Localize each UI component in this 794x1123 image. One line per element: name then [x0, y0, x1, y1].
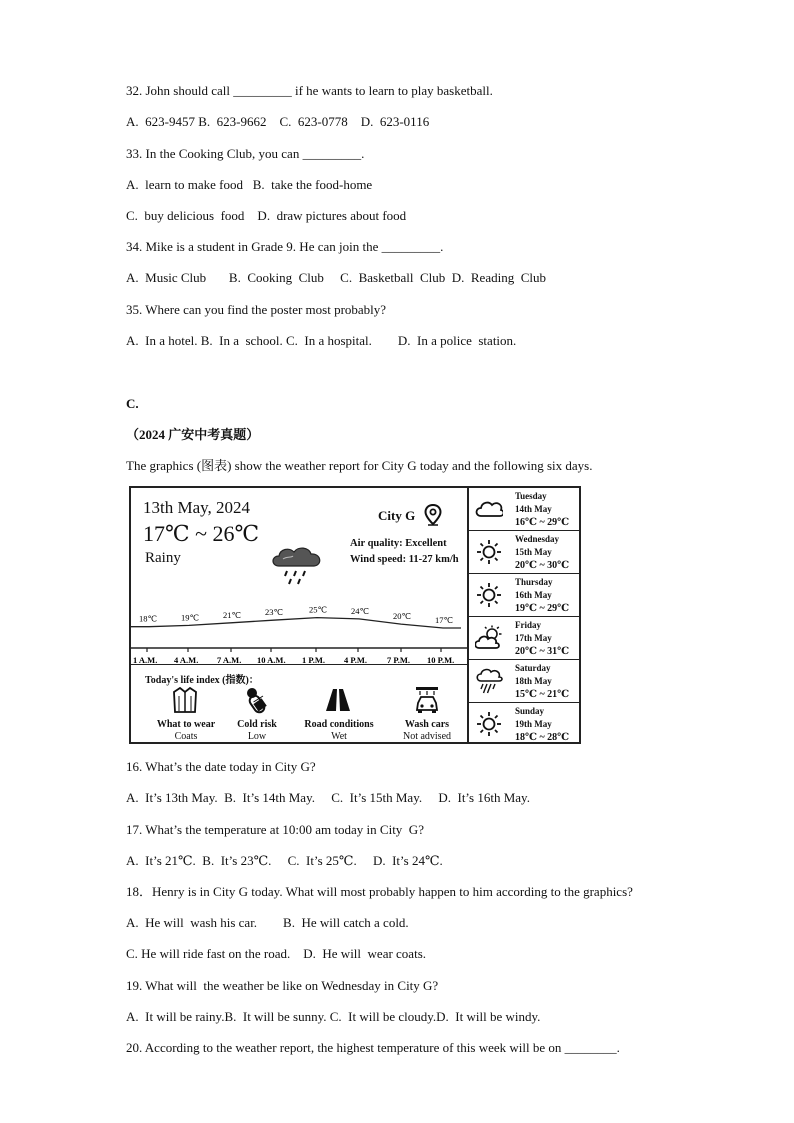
question-34: 34. Mike is a student in Grade 9. He can join the _________. — [126, 239, 444, 254]
sunny-icon — [475, 711, 503, 737]
life-index-label: Cold risk — [237, 719, 277, 730]
forecast-date: 19th May — [515, 719, 552, 729]
forecast-day-name: Tuesday — [515, 491, 547, 501]
question-19: 19. What will the weather be like on Wednesday in City G? — [126, 978, 439, 993]
forecast-day-name: Saturday — [515, 663, 551, 673]
weather-report — [129, 486, 581, 744]
question-33-options-cd: C. buy delicious food D. draw pictures about food — [126, 208, 407, 223]
forecast-day — [469, 703, 579, 745]
today-panel — [131, 488, 469, 742]
pill-icon — [243, 686, 271, 714]
question-18-options-cd: C. He will ride fast on the road. D. He will wear coats. — [126, 946, 427, 961]
partly-cloudy-icon — [475, 625, 503, 651]
today-date: 13th May, 2024 — [143, 498, 251, 517]
question-32: 32. John should call _________ if he wants to learn to play basketball. — [126, 83, 493, 98]
cloudy-icon — [475, 496, 503, 522]
hour-label: 4 P.M. — [344, 655, 368, 665]
location-pin-icon — [424, 504, 442, 526]
hour-label: 10 A.M. — [257, 655, 286, 665]
sunny-icon — [475, 582, 503, 608]
rain-cloud-icon — [269, 544, 327, 588]
hourly-temperature-chart — [131, 596, 467, 668]
question-19-options: A. It will be rainy.B. It will be sunny. C. It will be cloudy.D. It will be windy. — [126, 1009, 541, 1024]
hourly-temp-label: 18℃ — [139, 613, 158, 624]
hour-label: 4 A.M. — [174, 655, 199, 665]
life-index-label: What to wear — [156, 719, 216, 730]
hour-label: 7 A.M. — [217, 655, 242, 665]
today-condition: Rainy — [145, 550, 181, 566]
question-16-options: A. It’s 13th May. B. It’s 14th May. C. It’s 15th May. D. It’s 16th May. — [126, 790, 530, 805]
hour-label: 7 P.M. — [387, 655, 411, 665]
question-16: 16. What’s the date today in City G? — [126, 759, 316, 774]
forecast-date: 17th May — [515, 633, 552, 643]
life-index-wear — [151, 686, 221, 742]
hour-label: 1 P.M. — [302, 655, 326, 665]
life-index-value: Wet — [331, 731, 347, 742]
forecast-temp: 19℃ ~ 29℃ — [515, 603, 570, 614]
hour-label: 10 P.M. — [427, 655, 455, 665]
forecast-day — [469, 660, 579, 703]
question-17-options: A. It’s 21℃. B. It’s 23℃. C. It’s 25℃. D. It’s 24℃. — [126, 853, 443, 868]
city-name: City G — [378, 508, 416, 523]
forecast-day — [469, 574, 579, 617]
section-label: C. — [126, 396, 139, 411]
hourly-temp-label: 25℃ — [309, 604, 328, 615]
forecast-day-name: Thursday — [515, 577, 553, 587]
source-label: （2024 广安中考真题） — [126, 427, 260, 442]
intro-text: The graphics (图表) show the weather report for City G today and the following six days. — [126, 458, 593, 473]
question-33: 33. In the Cooking Club, you can _________. — [126, 146, 365, 161]
wind-speed: Wind speed: 11-27 km/h — [350, 554, 459, 565]
hourly-temp-label: 20℃ — [393, 611, 412, 622]
question-35-options: A. In a hotel. B. In a school. C. In a hospital. D. In a police station. — [126, 333, 517, 348]
question-17: 17. What’s the temperature at 10:00 am today in City G? — [126, 822, 424, 837]
question-18: 18．Henry is in City G today. What will most probably happen to him according to the graphics? — [126, 884, 633, 899]
forecast-panel — [469, 488, 579, 742]
question-18-options-ab: A. He will wash his car. B. He will catch a cold. — [126, 915, 409, 930]
forecast-date: 15th May — [515, 547, 552, 557]
life-index-value: Not advised — [402, 731, 452, 742]
chart-divider — [131, 664, 467, 665]
hourly-temp-label: 19℃ — [181, 612, 200, 623]
forecast-temp: 15℃ ~ 21℃ — [515, 689, 570, 700]
life-index-value: Low — [247, 731, 267, 742]
sunny-icon — [475, 539, 503, 565]
question-35: 35. Where can you find the poster most probably? — [126, 302, 387, 317]
forecast-day-name: Sunday — [515, 706, 545, 716]
forecast-temp: 18℃ ~ 28℃ — [515, 732, 570, 743]
life-index-title: Today's life index (指数)： — [145, 675, 259, 686]
life-index-label: Road conditions — [304, 719, 374, 730]
car-wash-icon — [413, 686, 441, 714]
question-33-options-ab: A. learn to make food B. take the food-home — [126, 177, 373, 192]
forecast-temp: 16℃ ~ 29℃ — [515, 517, 570, 528]
today-temp-range: 17℃ ~ 26℃ — [143, 521, 260, 546]
forecast-day — [469, 531, 579, 574]
hourly-temp-label: 24℃ — [351, 605, 370, 616]
hourly-temp-label: 17℃ — [435, 615, 454, 625]
life-index-road — [291, 686, 387, 742]
forecast-temp: 20℃ ~ 30℃ — [515, 560, 570, 571]
life-index-cold — [227, 686, 287, 742]
forecast-date: 18th May — [515, 676, 552, 686]
hourly-temp-label: 23℃ — [265, 607, 284, 618]
road-icon — [325, 688, 351, 712]
forecast-day-name: Friday — [515, 620, 541, 630]
question-20: 20. According to the weather report, the highest temperature of this week will be on ________. — [126, 1040, 620, 1055]
air-quality: Air quality: Excellent — [350, 538, 447, 549]
forecast-date: 14th May — [515, 504, 552, 514]
hour-label: 1 A.M. — [133, 655, 158, 665]
question-32-options: A. 623-9457 B. 623-9662 C. 623-0778 D. 623-0116 — [126, 114, 430, 129]
forecast-day — [469, 488, 579, 531]
forecast-day — [469, 617, 579, 660]
coat-icon — [171, 686, 199, 714]
hourly-temp-label: 21℃ — [223, 609, 242, 620]
forecast-day-name: Wednesday — [515, 534, 560, 544]
life-index-wash — [389, 686, 465, 742]
forecast-date: 16th May — [515, 590, 552, 600]
life-index-value: Coats — [174, 731, 198, 742]
rain-icon — [475, 668, 503, 694]
forecast-temp: 20℃ ~ 31℃ — [515, 646, 570, 657]
question-34-options: A. Music Club B. Cooking Club C. Basketball Club D. Reading Club — [126, 270, 546, 285]
life-index-label: Wash cars — [404, 719, 450, 730]
